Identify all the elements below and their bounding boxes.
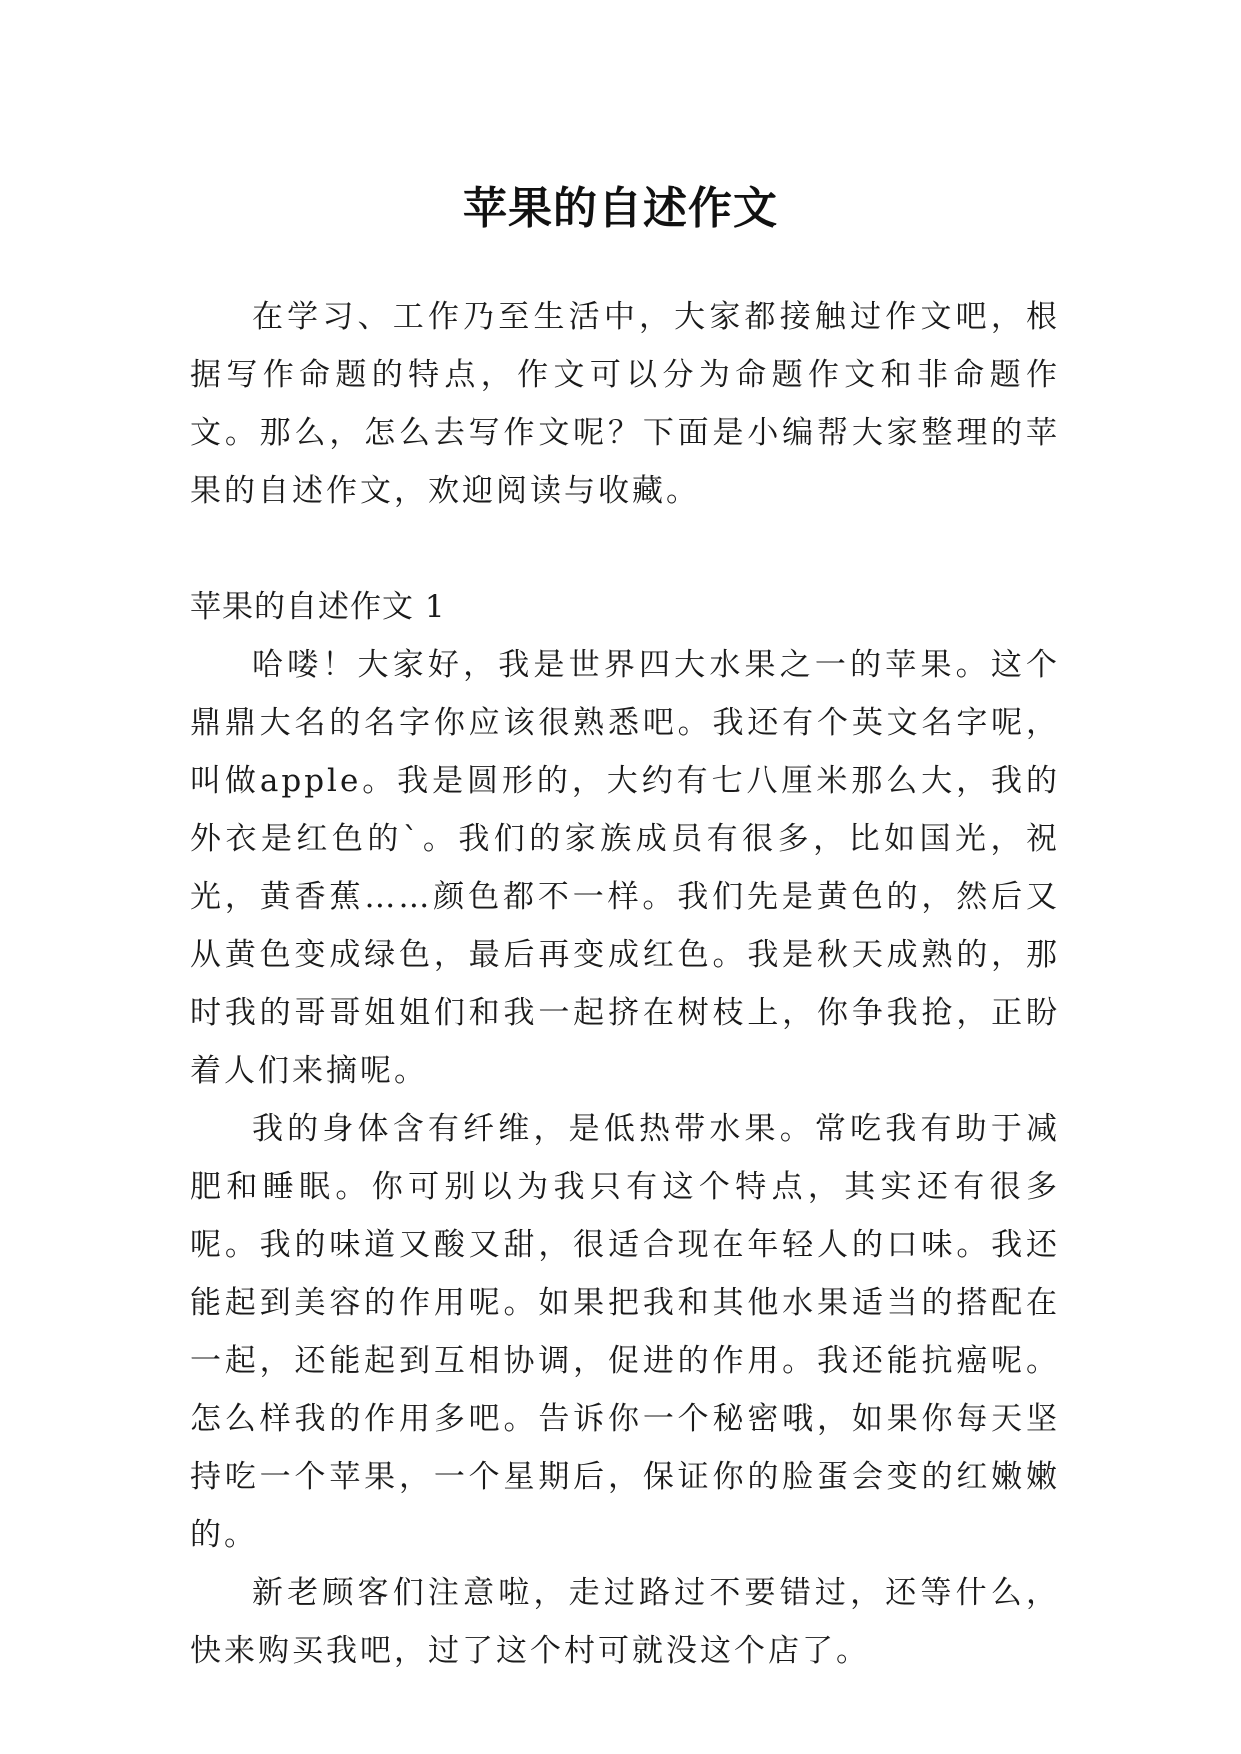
section-heading: 苹果的自述作文 1 — [190, 589, 446, 625]
body-paragraph-1: 哈喽！大家好，我是世界四大水果之一的苹果。这个鼎鼎大名的名字你应该很熟悉吧。我还有个英文名字呢，叫做apple。我是圆形的，大约有七八厘米那么大，我的外衣是红色的`。我们的家族成员有很多，比如国光，祝光，黄香蕉……颜色都不一样。我们先是黄色的，然后又从黄色变成绿色，最后再变成红色。我是秋天成熟的，那时我的哥哥姐姐们和我一起挤在树枝上，你争我抢，正盼着人们来摘呢。 — [190, 647, 1060, 1089]
document-title: 苹果的自述作文 — [463, 183, 778, 235]
body-paragraph-3: 新老顾客们注意啦，走过路过不要错过，还等什么，快来购买我吧，过了这个村可就没这个店了。 — [190, 1575, 1060, 1669]
body-paragraph-2: 我的身体含有纤维，是低热带水果。常吃我有助于减肥和睡眠。你可别以为我只有这个特点，其实还有很多呢。我的味道又酸又甜，很适合现在年轻人的口味。我还能起到美容的作用呢。如果把我和其他水果适当的搭配在一起，还能起到互相协调，促进的作用。我还能抗癌呢。怎么样我的作用多吧。告诉你一个秘密哦，如果你每天坚持吃一个苹果，一个星期后，保证你的脸蛋会变的红嫩嫩的。 — [190, 1111, 1060, 1553]
intro-paragraph: 在学习、工作乃至生活中，大家都接触过作文吧，根据写作命题的特点，作文可以分为命题作文和非命题作文。那么，怎么去写作文呢？下面是小编帮大家整理的苹果的自述作文，欢迎阅读与收藏。 — [190, 299, 1060, 509]
document-body — [190, 288, 1060, 1680]
